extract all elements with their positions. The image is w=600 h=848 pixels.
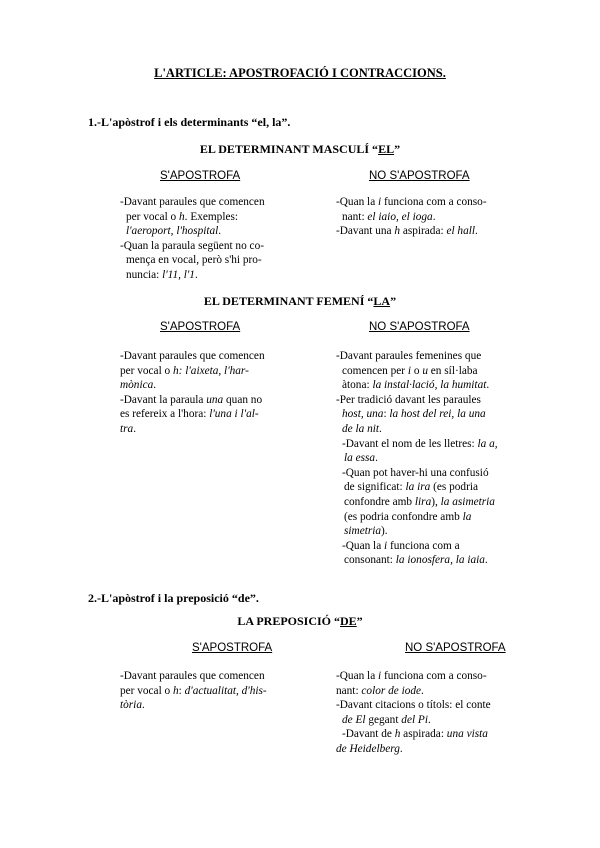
text-line: -Quan la i funciona com a conso-	[336, 196, 487, 208]
heading-preposition-pre: LA PREPOSICIÓ “	[237, 614, 340, 628]
text-line: -Davant paraules que comencen	[120, 350, 265, 362]
text-line: -Davant el nom de les lletres: la a,	[342, 437, 498, 450]
col-apostrofa-de: S'APOSTROFA	[192, 642, 273, 654]
col-apostrofa-la: S'APOSTROFA	[160, 321, 241, 333]
de-apostrofa-rules	[120, 669, 310, 713]
text-line: nuncia: l'11, l'1.	[126, 268, 198, 281]
section-heading-2: 2.-L'apòstrof i la preposició “de”.	[88, 591, 259, 605]
text-line: (es podria confondre amb la	[344, 510, 472, 523]
la-no-apostrofa-rules	[336, 349, 536, 568]
text-line: de El gegant del Pi.	[342, 713, 431, 726]
text-line: es refereix a l'hora: l'una i l'al-	[120, 408, 259, 421]
heading-feminine-word: LA	[373, 294, 391, 308]
el-apostrofa-rules	[120, 195, 300, 283]
text-line: per vocal o h: l'aixeta, l'har-	[120, 364, 249, 377]
heading-masculine-post: ”	[394, 142, 401, 156]
col-no-apostrofa-de: NO S'APOSTROFA	[405, 642, 506, 654]
section-heading-1: 1.-L'apòstrof i els determinants “el, la”.	[88, 115, 291, 129]
text-line: simetria).	[344, 525, 388, 538]
text-line: -Per tradició davant les paraules	[336, 393, 481, 406]
text-line: host, una: la host del rei, la una	[342, 408, 486, 421]
text-line: -Davant la paraula una quan no	[120, 393, 263, 406]
heading-feminine-pre: EL DETERMINANT FEMENÍ “	[203, 294, 374, 308]
text-line: -Quan la i funciona com a conso-	[336, 670, 487, 682]
text-line: l'aeroport, l'hospital.	[126, 225, 222, 238]
text-line: -Davant paraules femenines que	[336, 350, 482, 362]
de-no-apostrofa-rules	[336, 669, 536, 757]
page-title: L'ARTICLE: APOSTROFACIÓ I CONTRACCIONS.	[154, 66, 446, 80]
text-line: confondre amb lira), la asimetria	[344, 495, 495, 508]
text-line: de Heidelberg.	[336, 742, 403, 755]
text-line: -Quan la paraula següent no co-	[120, 239, 264, 252]
el-no-apostrofa-rules	[336, 195, 526, 239]
text-line: -Davant citacions o títols: el conte	[336, 699, 491, 712]
text-line: -Quan pot haver-hi una confusió	[342, 466, 489, 479]
text-line: -Quan la i funciona com a	[342, 539, 460, 552]
heading-preposition-word: DE	[340, 614, 357, 628]
text-line: tòria.	[120, 699, 145, 712]
text-line: tra.	[120, 422, 137, 435]
text-line: -Davant de h aspirada: una vista	[342, 728, 488, 741]
heading-preposition-post: ”	[356, 614, 363, 628]
text-line: -Davant paraules que comencen	[120, 670, 265, 682]
heading-preposition	[0, 614, 600, 629]
text-line: per vocal o h: d'actualitat, d'his-	[120, 684, 267, 697]
col-no-apostrofa-el: NO S'APOSTROFA	[369, 170, 470, 182]
text-line: nant: color de iode.	[336, 684, 424, 697]
heading-feminine	[0, 294, 600, 309]
col-apostrofa-el: S'APOSTROFA	[160, 170, 241, 182]
heading-masculine-word: EL	[378, 142, 395, 156]
heading-masculine	[0, 142, 600, 157]
heading-feminine-post: ”	[390, 294, 397, 308]
la-apostrofa-rules	[120, 349, 300, 437]
text-line: nant: el iaio, el ioga.	[342, 210, 436, 223]
text-line: comencen per i o u en síl·laba	[342, 364, 478, 377]
text-line: de la nit.	[342, 422, 382, 435]
col-no-apostrofa-la: NO S'APOSTROFA	[369, 321, 470, 333]
heading-masculine-pre: EL DETERMINANT MASCULÍ “	[199, 142, 379, 156]
text-line: per vocal o h. Exemples:	[126, 210, 239, 223]
text-line: -Davant paraules que comencen	[120, 196, 265, 208]
text-line: de significat: la ira (es podria	[344, 481, 478, 494]
text-line: àtona: la instal·lació, la humitat.	[342, 379, 490, 392]
text-line: mença en vocal, però s'hi pro-	[126, 254, 262, 267]
text-line: la essa.	[344, 452, 378, 465]
text-line: -Davant una h aspirada: el hall.	[336, 225, 478, 238]
text-line: mònica.	[120, 379, 157, 392]
text-line: consonant: la ionosfera, la iaia.	[344, 554, 488, 567]
